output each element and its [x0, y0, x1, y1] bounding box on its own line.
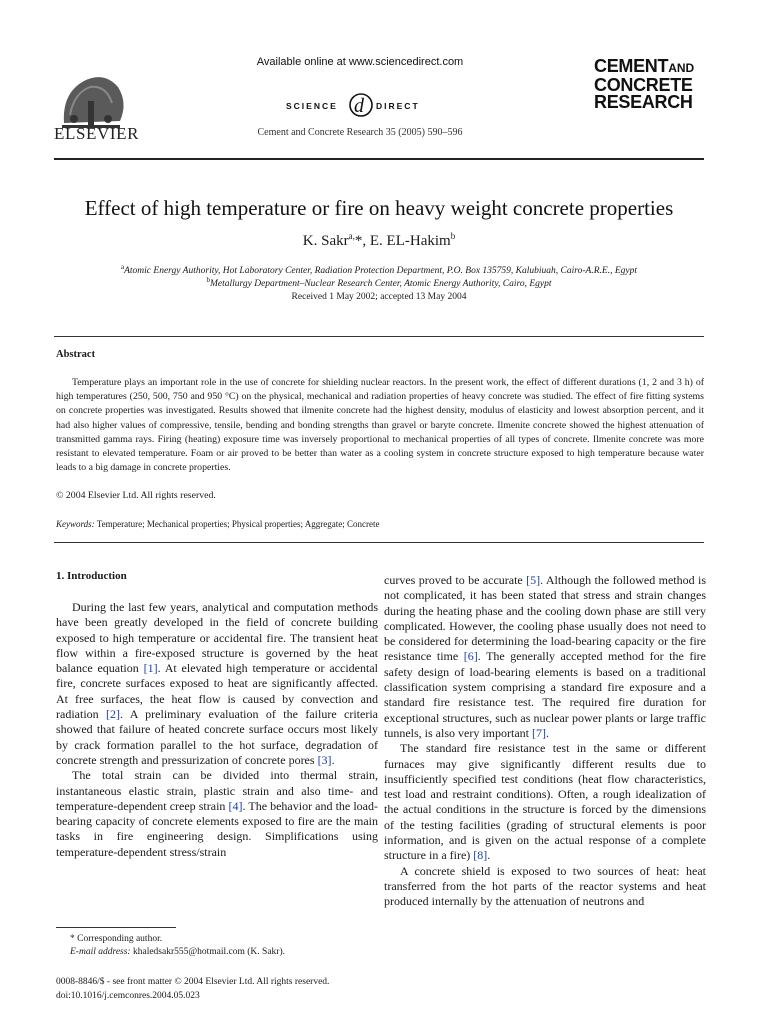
author-2-affiliation: b — [450, 231, 456, 241]
text-run: curves proved to be accurate — [384, 573, 527, 587]
affiliation-b-text: Metallurgy Department–Nuclear Research Center, Atomic Energy Authority, Cairo, Egypt — [209, 279, 552, 290]
text-run: . — [487, 848, 491, 863]
journal-logo — [594, 58, 694, 111]
keywords-line — [56, 519, 380, 529]
corresponding-author-text: Corresponding author. — [74, 934, 163, 944]
email-address[interactable]: khaledsakr555@hotmail.com (K. Sakr). — [130, 947, 285, 957]
article-title: Effect of high temperature or fire on heavy weight concrete properties — [84, 196, 674, 220]
keywords-list: Temperature; Mechanical properties; Physical properties; Aggregate; Concrete — [94, 519, 380, 529]
author-1: K. Sakr — [302, 233, 349, 249]
text-run: . At elevated high temperature or accidental fire, concrete surfaces exposed to heat are significantly affected. At free surfaces, the heat flow is caused by convection and radiation — [56, 661, 378, 722]
author-1-affiliation: a, — [348, 231, 355, 241]
citation-link-3[interactable]: [3] — [317, 752, 332, 767]
received-dates: Received 1 May 2002; accepted 13 May 2004 — [291, 292, 467, 302]
left-column — [56, 600, 378, 860]
text-run: The standard fire resistance test in the same or different furnaces may give significantly different results due to insufficiently specified test conditions (heat flow characteristics, test load and restraint conditions). Often, a rough idealization of the actual conditions in the structure is forced by the dimensions of the testing facilities (grading of structural elements is poor information, and is given on the actual response of a complete structure in a fire) — [384, 741, 706, 863]
author-2: E. EL-Hakim — [369, 233, 451, 249]
citation-link-5[interactable]: [5] — [526, 573, 541, 587]
doi-link[interactable]: doi:10.1016/j.cemconres.2004.05.023 — [56, 991, 200, 1001]
citation-link-1[interactable]: [1] — [143, 661, 158, 676]
available-online-text[interactable]: Available online at www.sciencedirect.com — [256, 56, 464, 68]
journal-logo-line2: CONCRETE — [594, 75, 693, 95]
sciencedirect-left-word: SCIENCE — [286, 101, 338, 111]
affiliation-b-mark: b — [206, 276, 210, 284]
text-run: . — [331, 752, 335, 767]
corresponding-star-footnote: * — [70, 934, 75, 944]
abstract-text: Temperature plays an important role in the use of concrete for shielding nuclear reactors. In the present work, the effect of different durations (1, 2 and 3 h) of high temperatures (250, 500, 750 and 950 °C) on the physical, mechanical and radiation properties of heavy concrete was studied. The effect of fire fitting systems on concrete properties was investigated. Results showed that ilmenite concrete had the highest density, modulus of elasticity and lowest absorption percent, and it had also higher values of compressive, tensile, bending and bonding strengths than gravel or baryte concrete. Ilmenite concrete showed the highest attenuation of transmitted gamma rays. Firing (heating) exposure time was inversely proportional to mechanical properties of all types of concrete. Ilmenite concrete was more resistant to elevated temperature. Foam or air proved to be better than water as a cooling system in concrete structure exposed to high temperature because water leads to a big damage in concrete properties. — [56, 377, 704, 474]
abstract-bottom-divider — [54, 542, 704, 543]
author-list — [54, 231, 704, 250]
citation-link-7[interactable]: [7] — [531, 725, 546, 740]
text-run: During the last few years, analytical and computation methods have been greatly developed in the field of concrete building exposed to high temperature or accidental fire. The transient heat flow within a fire-exposed structure is governed by the heat balance equation — [56, 600, 378, 676]
sciencedirect-right-word: DIRECT — [376, 101, 420, 111]
intro-paragraph-2-continued — [384, 573, 706, 741]
affiliation-a-text: Atomic Energy Authority, Hot Laboratory Center, Radiation Protection Department, P.O. Box 135759, Kalubiuah, Cairo-A.R.E., Egypt — [124, 266, 637, 277]
author-separator: , — [362, 233, 370, 249]
journal-citation: Cement and Concrete Research 35 (2005) 590–596 — [257, 127, 463, 138]
text-run: . The generally accepted method for the fire safety design of load-bearing elements is based on a traditional classification system comprising a standard fire exposure and a standard fire resistance test. The required fire duration for exceptional structures, such as nuclear power plants or large traffic tunnels, is also very important — [384, 649, 706, 740]
abstract-heading: Abstract — [56, 349, 96, 360]
intro-paragraph-4: A concrete shield is exposed to two sources of heat: heat transferred from the hot parts of the reactor systems and heat produced internally by the attenuation of neutrons and — [384, 863, 706, 909]
journal-logo-line1: CEMENT — [594, 56, 669, 76]
journal-logo-and: AND — [668, 61, 695, 75]
header-divider — [54, 158, 704, 160]
citation-link-4[interactable]: [4] — [228, 798, 243, 813]
footnote-divider — [56, 927, 176, 928]
affiliation-b — [54, 276, 704, 289]
affiliation-a — [54, 263, 704, 276]
text-run: . — [545, 725, 549, 740]
text-run: . The behavior and the load-bearing capacity of concrete elements exposed to fire are the main tasks in fire engineering design. Simplifications using temperature-dependent stress/strain — [56, 798, 378, 859]
text-run: . A preliminary evaluation of the failure criteria showed that failure of heated concrete surface occurs most likely by crack formation parallel to the hot surface, degradation of concrete strength and pressurization of concrete pores — [56, 707, 378, 767]
text-run: . Although the followed method is not complicated, it has been stated that stress and strain changes during the heating phase and the cooling down phase are still very complicated. However, the cooling phase usually does not need to be considered for determining the load-bearing capacity or the fire resistance time — [384, 573, 706, 664]
intro-paragraph-3 — [384, 741, 706, 863]
abstract-top-divider — [54, 336, 704, 337]
journal-logo-line3: RESEARCH — [594, 92, 693, 112]
corresponding-star[interactable]: * — [354, 233, 363, 249]
citation-link-8[interactable]: [8] — [473, 848, 488, 863]
keywords-label: Keywords: — [56, 519, 95, 529]
citation-link-2[interactable]: [2] — [106, 707, 121, 722]
corresponding-author-note — [70, 934, 162, 944]
affiliation-a-mark: a — [121, 263, 125, 271]
email-label: E-mail address: — [70, 947, 131, 957]
intro-paragraph-1 — [56, 600, 378, 768]
publisher-name: ELSEVIER — [54, 124, 140, 143]
abstract-copyright: © 2004 Elsevier Ltd. All rights reserved. — [56, 490, 216, 501]
section-heading-introduction: 1. Introduction — [56, 570, 127, 582]
right-column — [384, 573, 706, 910]
issn-line: 0008-8846/$ - see front matter © 2004 Elsevier Ltd. All rights reserved. — [56, 977, 330, 987]
intro-paragraph-2 — [56, 768, 378, 860]
text-run: The total strain can be divided into thermal strain, instantaneous elastic strain, plastic strain and also time- and temperature-dependent creep strain — [56, 768, 378, 813]
svg-text:d: d — [354, 95, 364, 117]
citation-link-6[interactable]: [6] — [463, 649, 478, 664]
email-note — [70, 947, 285, 957]
sciencedirect-logo — [286, 88, 436, 122]
